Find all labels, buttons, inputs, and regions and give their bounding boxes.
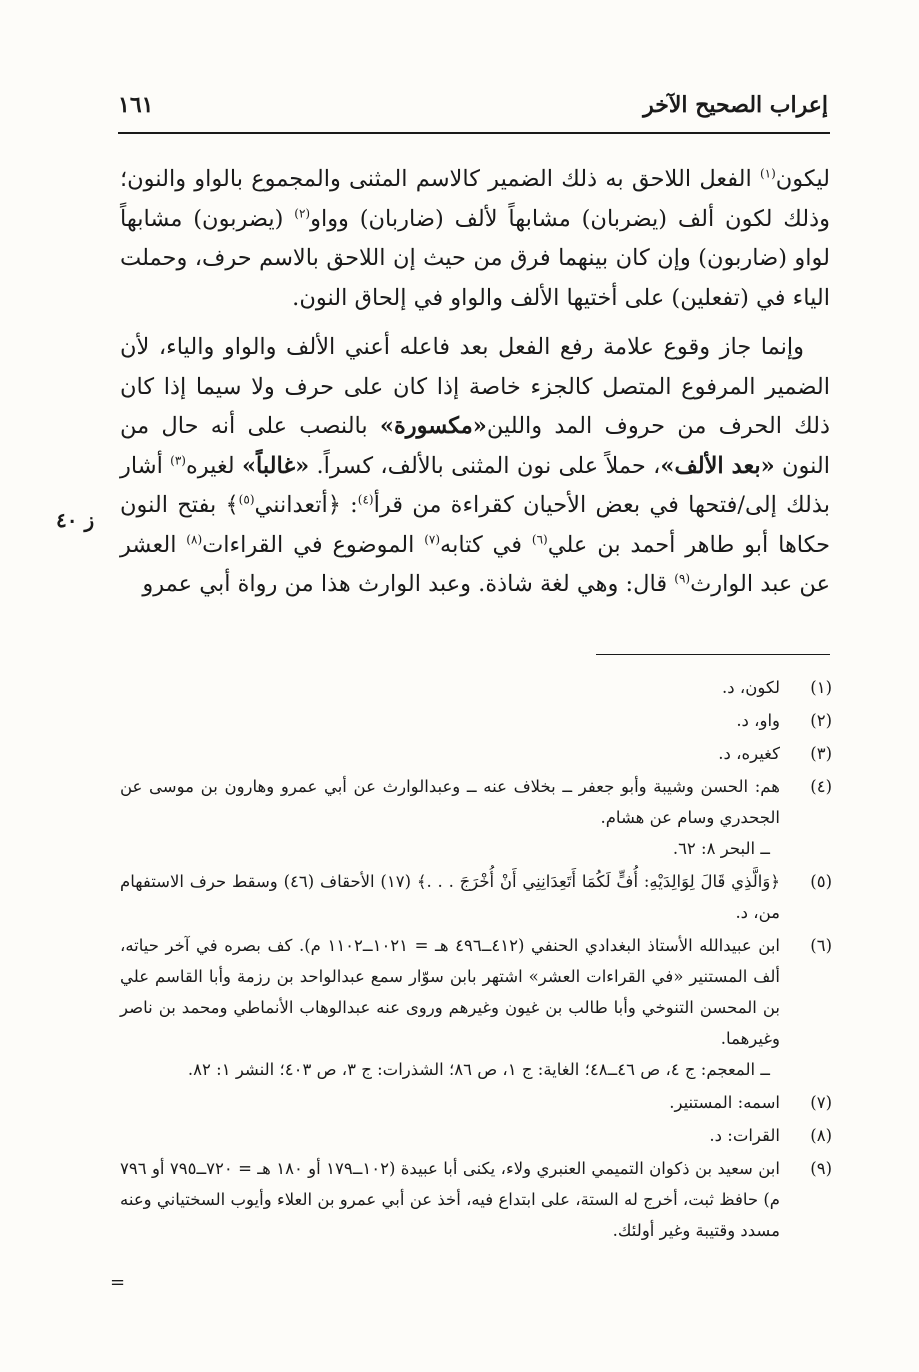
footnote-ref[interactable]: (٢) — [294, 206, 311, 220]
footnote-line: القرات: د. — [709, 1126, 780, 1145]
footnote-text — [120, 1087, 780, 1118]
text-span: قال: وهي لغة شاذة. وعبد الوارث هذا من رواة أبي عمرو — [142, 571, 675, 597]
footnote-ref[interactable]: (٤) — [357, 492, 374, 507]
footnote-line: ــ البحر ٨: ٦٢. — [672, 839, 770, 858]
running-head — [118, 92, 828, 126]
footnote-line: ابن سعيد بن ذكوان التميمي العنبري ولاء، يكنى أبا عبيدة (١٠٢ــ١٧٩ أو ١٨٠ هـ = ٧٢٠ــ٧٩٥ أو ٧٩٦ م) حافظ ثبت، أخرج له الستة، على ابتداع فيه، أخذ عن أبي عمرو بن العلاء وأيوب السختياني وعنه مسدد وقتيبة وغير أولئك. — [120, 1159, 780, 1240]
footnote-rule — [596, 654, 830, 655]
text-span: الفعل اللاحق به ذلك الضمير كالاسم المثنى والمجموع بالواو والنون؛ وذلك لكون ألف (يضربان) مشابهاً لألف (ضاربان) وواو — [120, 166, 830, 232]
footnote-ref[interactable]: (١) — [759, 166, 776, 181]
text-span: العشر عن عبد الوارث — [120, 531, 830, 597]
running-title: إعراب الصحيح الآخر — [643, 92, 828, 118]
footnote-number: (٨) — [810, 1126, 832, 1145]
footnote-ref[interactable]: (٦) — [531, 532, 548, 546]
header-rule — [118, 132, 830, 134]
footnote-line: ــ المعجم: ج ٤، ص ٤٦ــ٤٨؛ الغاية: ج ١، ص ٨٦؛ الشذرات: ج ٣، ص ٤٠٣؛ النشر ١: ٨٢. — [187, 1060, 770, 1079]
page-number: ١٦١ — [118, 92, 154, 118]
text-span: الموضوع في القراءات — [202, 531, 425, 558]
footnote-number: (٣) — [810, 744, 832, 763]
footnote-ref[interactable]: (٨) — [186, 532, 203, 546]
footnote-item — [120, 1120, 832, 1151]
footnote-number: (٢) — [810, 711, 832, 730]
footnote-text — [120, 866, 780, 928]
footnotes — [120, 672, 832, 1248]
footnote-line: لكون، د. — [722, 678, 780, 697]
continuation-mark: = — [110, 1272, 126, 1293]
footnote-text — [120, 705, 780, 736]
footnote-line: اسمه: المستنير. — [669, 1093, 780, 1112]
text-span: ﴾ بفتح النون حكاها أبو طاهر أحمد بن علي — [120, 492, 830, 558]
footnote-number: (٩) — [810, 1159, 832, 1178]
footnote-item — [120, 1153, 832, 1246]
footnote-text — [120, 930, 780, 1085]
footnote-item — [120, 738, 832, 769]
footnote-item — [120, 672, 832, 703]
paragraph-1 — [120, 160, 830, 318]
footnote-text — [120, 771, 780, 864]
footnote-ref[interactable]: (٣) — [170, 453, 186, 467]
main-text — [120, 160, 830, 605]
text-span: أشار بذلك إلى/فتحها في بعض الأحيان كقراءة من قرأ — [120, 452, 830, 518]
text-span: ، حملاً على نون المثنى بالألف، كسراً. — [309, 452, 661, 479]
text-span: : ﴿أتعدانني — [254, 492, 358, 518]
bold-term: «بعد الألف» — [660, 452, 775, 479]
text-span: لغيره — [185, 452, 242, 479]
paragraph-2 — [120, 328, 830, 605]
footnote-line: هم: الحسن وشيبة وأبو جعفر ــ بخلاف عنه ــ وعبدالوارث عن أبي عمرو وهارون بن موسى عن الجحدري وسام عن هشام. — [120, 777, 780, 827]
footnote-ref[interactable]: (٧) — [424, 532, 441, 546]
footnote-line: كغيره، د. — [718, 744, 780, 763]
footnote-text — [120, 672, 780, 703]
margin-folio-note: ز ٤٠ — [56, 508, 95, 532]
text-span: (يضربون) مشابهاً لواو (ضاربون) وإن كان بينهما فرق من حيث إن اللاحق بالاسم حرف، وحملت الياء في (تفعلين) على أختيها الألف والواو في إلحاق النون. — [120, 205, 830, 311]
footnote-number: (١) — [810, 678, 832, 697]
text-span: في كتابه — [440, 531, 532, 558]
footnote-text — [120, 1153, 780, 1246]
footnote-item — [120, 930, 832, 1085]
footnote-item — [120, 866, 832, 928]
footnote-number: (٥) — [810, 872, 832, 891]
footnote-line: واو، د. — [736, 711, 780, 730]
text-span: بالنصب على أنه حال من النون — [120, 413, 830, 479]
footnote-line: ﴿وَالَّذِي قَالَ لِوَالِدَيْهِ: أُفٍّ لَكُمَا أَتَعِدَانِنِي أَنْ أُخْرَجَ . . .﴾ (١٧) الأحقاف (٤٦) وسقط حرف الاستفهام من، د. — [120, 872, 780, 922]
footnote-number: (٦) — [810, 936, 832, 955]
footnote-text — [120, 1120, 780, 1151]
footnote-ref[interactable]: (٥) — [238, 492, 255, 507]
footnote-line: ابن عبيدالله الأستاذ البغدادي الحنفي (٤١٢ــ٤٩٦ هـ = ١٠٢١ــ١١٠٢ م). كف بصره في آخر حياته، ألف المستنير «في القراءات العشر» اشتهر بابن سوّار سمع عبدالواحد بن رزمة وأبا القاسم علي بن المحسن التنوخي وأبا طالب بن غيون وغيرهم وروى عنه عبدالوهاب الأنماطي ومحمد بن ناصر وغيرهما. — [120, 936, 780, 1048]
footnote-item — [120, 1087, 832, 1118]
footnote-item — [120, 705, 832, 736]
bold-term: «غالباً» — [241, 452, 310, 479]
text-span: ليكون — [775, 166, 830, 192]
footnote-item — [120, 771, 832, 864]
bold-term: «مكسورة» — [379, 413, 487, 439]
footnote-number: (٧) — [810, 1093, 832, 1112]
footnote-ref[interactable]: (٩) — [674, 571, 691, 586]
footnote-text — [120, 738, 780, 769]
text-span: وإنما جاز وقوع علامة رفع الفعل بعد فاعله أعني الألف والواو والياء، لأن الضمير المرفوع المتصل كالجزء خاصة إذا كان على حرف ولا سيما إذا كان ذلك الحرف من حروف المد واللين — [120, 334, 830, 439]
footnote-number: (٤) — [810, 777, 832, 796]
